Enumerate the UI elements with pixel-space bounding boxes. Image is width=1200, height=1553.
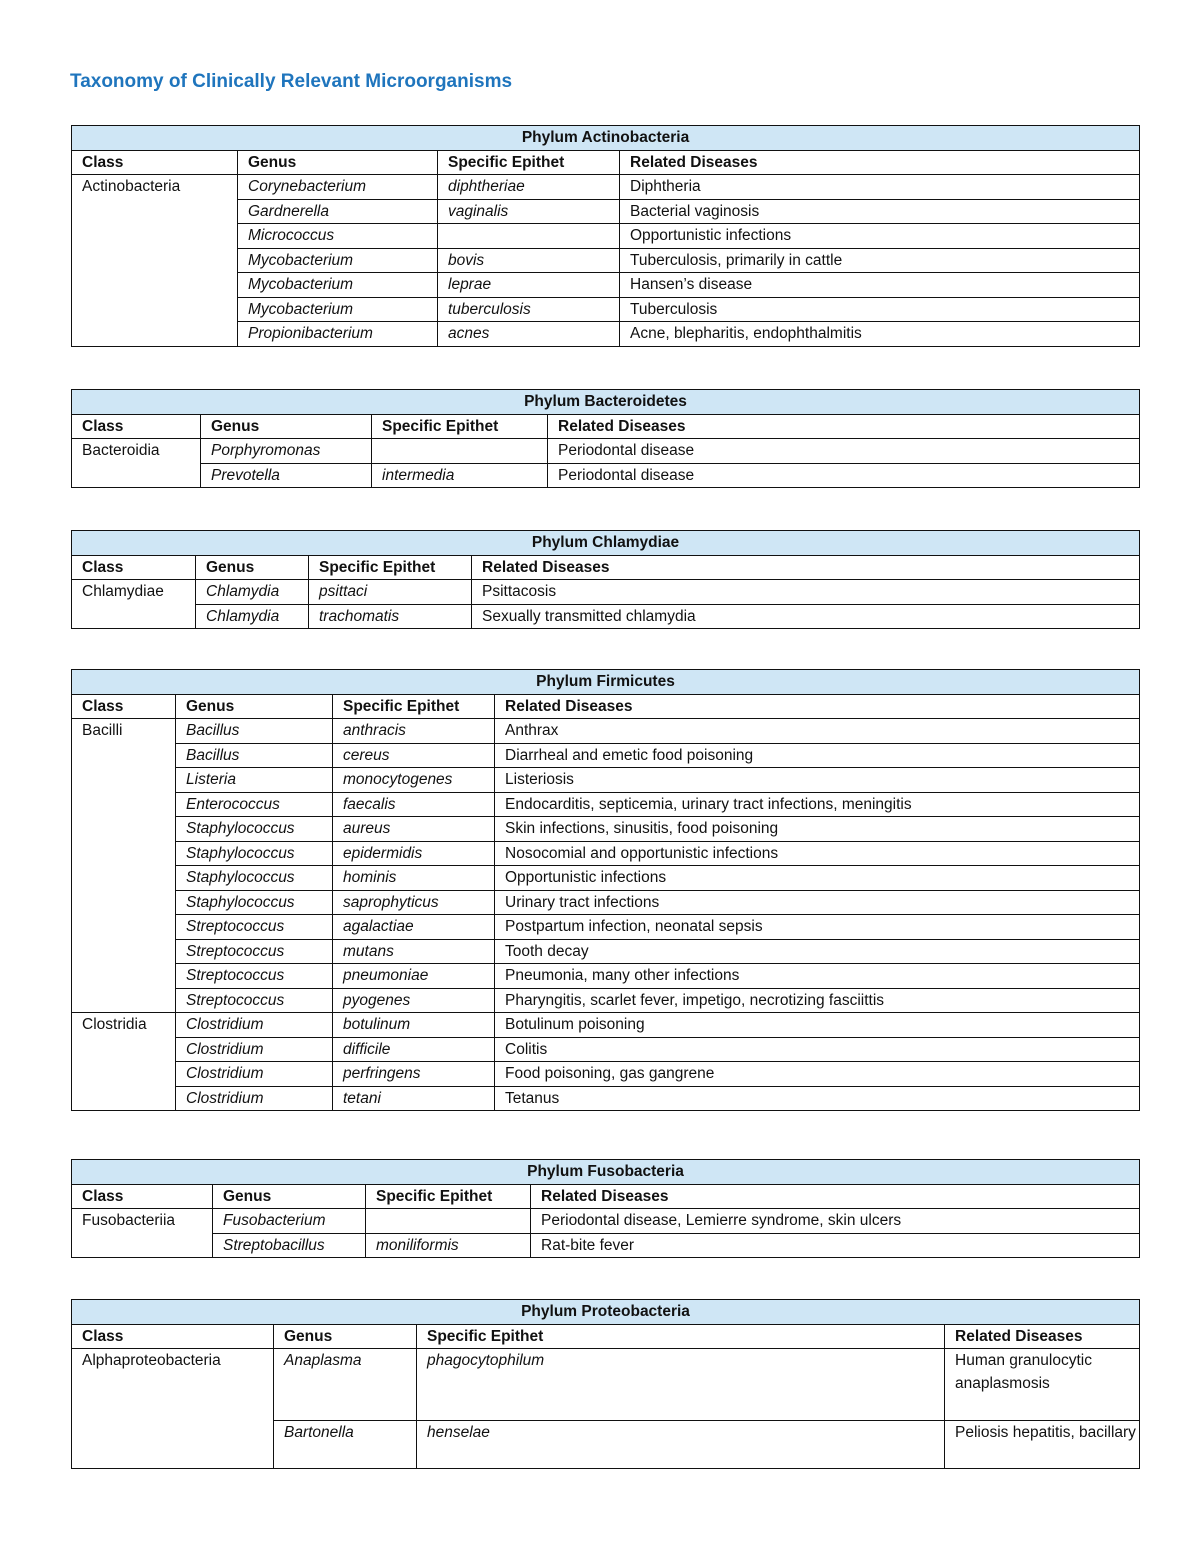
table-row <box>72 743 1140 768</box>
epithet-cell: psittaci <box>309 580 472 605</box>
class-cell: Bacilli <box>72 719 176 1013</box>
disease-cell: Pneumonia, many other infections <box>495 964 1140 989</box>
genus-cell: Clostridium <box>176 1062 333 1087</box>
table-row <box>72 719 1140 744</box>
table-row <box>72 463 1140 488</box>
epithet-cell: mutans <box>333 939 495 964</box>
disease-cell: Botulinum poisoning <box>495 1013 1140 1038</box>
genus-cell: Mycobacterium <box>238 248 438 273</box>
epithet-cell: faecalis <box>333 792 495 817</box>
epithet-cell: saprophyticus <box>333 890 495 915</box>
genus-cell: Chlamydia <box>196 580 309 605</box>
class-cell: Alphaproteobacteria <box>72 1349 274 1469</box>
disease-cell: Anthrax <box>495 719 1140 744</box>
genus-column-header: Genus <box>238 150 438 175</box>
class-cell: Chlamydiae <box>72 580 196 629</box>
phylum-header: Phylum Actinobacteria <box>72 126 1140 151</box>
table-row <box>72 792 1140 817</box>
epithet-cell: moniliformis <box>366 1233 531 1258</box>
genus-cell: Bacillus <box>176 743 333 768</box>
disease-cell: Psittacosis <box>472 580 1140 605</box>
disease-cell: Tuberculosis, primarily in cattle <box>620 248 1140 273</box>
genus-cell: Streptococcus <box>176 988 333 1013</box>
table-row <box>72 1062 1140 1087</box>
table-row <box>72 841 1140 866</box>
table-row <box>72 964 1140 989</box>
table-row <box>72 768 1140 793</box>
table-row <box>72 1037 1140 1062</box>
genus-column-header: Genus <box>196 555 309 580</box>
epithet-cell: vaginalis <box>438 199 620 224</box>
disease-cell: Listeriosis <box>495 768 1140 793</box>
genus-cell: Micrococcus <box>238 224 438 249</box>
table-row <box>72 604 1140 629</box>
epithet-cell <box>366 1209 531 1234</box>
table-row <box>72 890 1140 915</box>
epithet-cell: diphtheriae <box>438 175 620 200</box>
table-row <box>72 939 1140 964</box>
epithet-cell: epidermidis <box>333 841 495 866</box>
epithet-cell <box>372 439 548 464</box>
disease-cell: Rat-bite fever <box>531 1233 1140 1258</box>
table-row <box>72 1209 1140 1234</box>
class-column-header: Class <box>72 414 201 439</box>
phylum-table <box>71 669 1140 1111</box>
table-row <box>72 866 1140 891</box>
disease-cell: Food poisoning, gas gangrene <box>495 1062 1140 1087</box>
table-row <box>72 1086 1140 1111</box>
genus-cell: Staphylococcus <box>176 817 333 842</box>
disease-cell: Acne, blepharitis, endophthalmitis <box>620 322 1140 347</box>
disease-cell: Bacterial vaginosis <box>620 199 1140 224</box>
genus-cell: Staphylococcus <box>176 890 333 915</box>
disease-cell: Postpartum infection, neonatal sepsis <box>495 915 1140 940</box>
disease-cell: Skin infections, sinusitis, food poisoning <box>495 817 1140 842</box>
disease-cell: Pharyngitis, scarlet fever, impetigo, necrotizing fasciittis <box>495 988 1140 1013</box>
genus-cell: Porphyromonas <box>201 439 372 464</box>
genus-cell: Mycobacterium <box>238 273 438 298</box>
diseases-column-header: Related Diseases <box>531 1184 1140 1209</box>
genus-cell: Streptobacillus <box>213 1233 366 1258</box>
genus-cell: Streptococcus <box>176 964 333 989</box>
genus-cell: Chlamydia <box>196 604 309 629</box>
epithet-column-header: Specific Epithet <box>438 150 620 175</box>
disease-cell: Sexually transmitted chlamydia <box>472 604 1140 629</box>
disease-cell: Tooth decay <box>495 939 1140 964</box>
disease-cell: Tuberculosis <box>620 297 1140 322</box>
epithet-cell: intermedia <box>372 463 548 488</box>
epithet-cell <box>438 224 620 249</box>
class-column-header: Class <box>72 694 176 719</box>
genus-cell: Gardnerella <box>238 199 438 224</box>
page-title: Taxonomy of Clinically Relevant Microorganisms <box>70 71 513 92</box>
class-column-header: Class <box>72 150 238 175</box>
genus-cell: Anaplasma <box>274 1349 417 1421</box>
epithet-cell: agalactiae <box>333 915 495 940</box>
disease-cell: Diphtheria <box>620 175 1140 200</box>
epithet-column-header: Specific Epithet <box>372 414 548 439</box>
disease-cell: Opportunistic infections <box>495 866 1140 891</box>
class-cell: Actinobacteria <box>72 175 238 347</box>
genus-cell: Clostridium <box>176 1037 333 1062</box>
epithet-cell: monocytogenes <box>333 768 495 793</box>
genus-cell: Streptococcus <box>176 939 333 964</box>
genus-cell: Propionibacterium <box>238 322 438 347</box>
genus-cell: Enterococcus <box>176 792 333 817</box>
genus-cell: Corynebacterium <box>238 175 438 200</box>
phylum-table <box>71 1299 1140 1469</box>
table-row <box>72 988 1140 1013</box>
disease-cell: Human granulocytic anaplasmosis <box>945 1349 1140 1421</box>
phylum-table <box>71 389 1140 488</box>
diseases-column-header: Related Diseases <box>495 694 1140 719</box>
genus-cell: Staphylococcus <box>176 841 333 866</box>
epithet-column-header: Specific Epithet <box>309 555 472 580</box>
class-column-header: Class <box>72 555 196 580</box>
epithet-cell: aureus <box>333 817 495 842</box>
class-cell: Bacteroidia <box>72 439 201 488</box>
table-row <box>72 1233 1140 1258</box>
phylum-header: Phylum Chlamydiae <box>72 531 1140 556</box>
disease-cell: Periodontal disease <box>548 439 1140 464</box>
genus-column-header: Genus <box>274 1324 417 1349</box>
epithet-cell: botulinum <box>333 1013 495 1038</box>
disease-cell: Diarrheal and emetic food poisoning <box>495 743 1140 768</box>
diseases-column-header: Related Diseases <box>945 1324 1140 1349</box>
disease-cell: Tetanus <box>495 1086 1140 1111</box>
table-row <box>72 1013 1140 1038</box>
table-row <box>72 439 1140 464</box>
phylum-header: Phylum Fusobacteria <box>72 1160 1140 1185</box>
class-column-header: Class <box>72 1324 274 1349</box>
disease-cell: Colitis <box>495 1037 1140 1062</box>
disease-cell: Urinary tract infections <box>495 890 1140 915</box>
phylum-table <box>71 530 1140 629</box>
epithet-column-header: Specific Epithet <box>333 694 495 719</box>
epithet-cell: acnes <box>438 322 620 347</box>
epithet-cell: pneumoniae <box>333 964 495 989</box>
table-row <box>72 817 1140 842</box>
phylum-header: Phylum Proteobacteria <box>72 1300 1140 1325</box>
epithet-cell: pyogenes <box>333 988 495 1013</box>
epithet-column-header: Specific Epithet <box>366 1184 531 1209</box>
table-row <box>72 915 1140 940</box>
epithet-cell: bovis <box>438 248 620 273</box>
table-row <box>72 175 1140 200</box>
genus-cell: Prevotella <box>201 463 372 488</box>
diseases-column-header: Related Diseases <box>472 555 1140 580</box>
genus-cell: Clostridium <box>176 1013 333 1038</box>
epithet-cell: hominis <box>333 866 495 891</box>
genus-cell: Streptococcus <box>176 915 333 940</box>
phylum-table <box>71 1159 1140 1258</box>
epithet-cell: tuberculosis <box>438 297 620 322</box>
genus-column-header: Genus <box>176 694 333 719</box>
genus-cell: Fusobacterium <box>213 1209 366 1234</box>
epithet-cell: leprae <box>438 273 620 298</box>
epithet-cell: anthracis <box>333 719 495 744</box>
epithet-cell: tetani <box>333 1086 495 1111</box>
epithet-cell: cereus <box>333 743 495 768</box>
disease-cell: Peliosis hepatitis, bacillary <box>945 1421 1140 1469</box>
epithet-cell: difficile <box>333 1037 495 1062</box>
disease-cell: Endocarditis, septicemia, urinary tract infections, meningitis <box>495 792 1140 817</box>
disease-cell: Hansen’s disease <box>620 273 1140 298</box>
disease-cell: Nosocomial and opportunistic infections <box>495 841 1140 866</box>
class-column-header: Class <box>72 1184 213 1209</box>
epithet-cell: henselae <box>417 1421 945 1469</box>
genus-cell: Bartonella <box>274 1421 417 1469</box>
genus-cell: Mycobacterium <box>238 297 438 322</box>
table-row <box>72 1349 1140 1421</box>
epithet-column-header: Specific Epithet <box>417 1324 945 1349</box>
class-cell: Fusobacteriia <box>72 1209 213 1258</box>
disease-cell: Periodontal disease <box>548 463 1140 488</box>
genus-cell: Bacillus <box>176 719 333 744</box>
genus-cell: Staphylococcus <box>176 866 333 891</box>
epithet-cell: phagocytophilum <box>417 1349 945 1421</box>
genus-column-header: Genus <box>201 414 372 439</box>
disease-cell: Opportunistic infections <box>620 224 1140 249</box>
phylum-table <box>71 125 1140 347</box>
phylum-header: Phylum Firmicutes <box>72 670 1140 695</box>
diseases-column-header: Related Diseases <box>620 150 1140 175</box>
epithet-cell: perfringens <box>333 1062 495 1087</box>
genus-cell: Clostridium <box>176 1086 333 1111</box>
class-cell: Clostridia <box>72 1013 176 1111</box>
disease-cell: Periodontal disease, Lemierre syndrome, skin ulcers <box>531 1209 1140 1234</box>
genus-column-header: Genus <box>213 1184 366 1209</box>
table-row <box>72 580 1140 605</box>
phylum-header: Phylum Bacteroidetes <box>72 390 1140 415</box>
diseases-column-header: Related Diseases <box>548 414 1140 439</box>
genus-cell: Listeria <box>176 768 333 793</box>
epithet-cell: trachomatis <box>309 604 472 629</box>
